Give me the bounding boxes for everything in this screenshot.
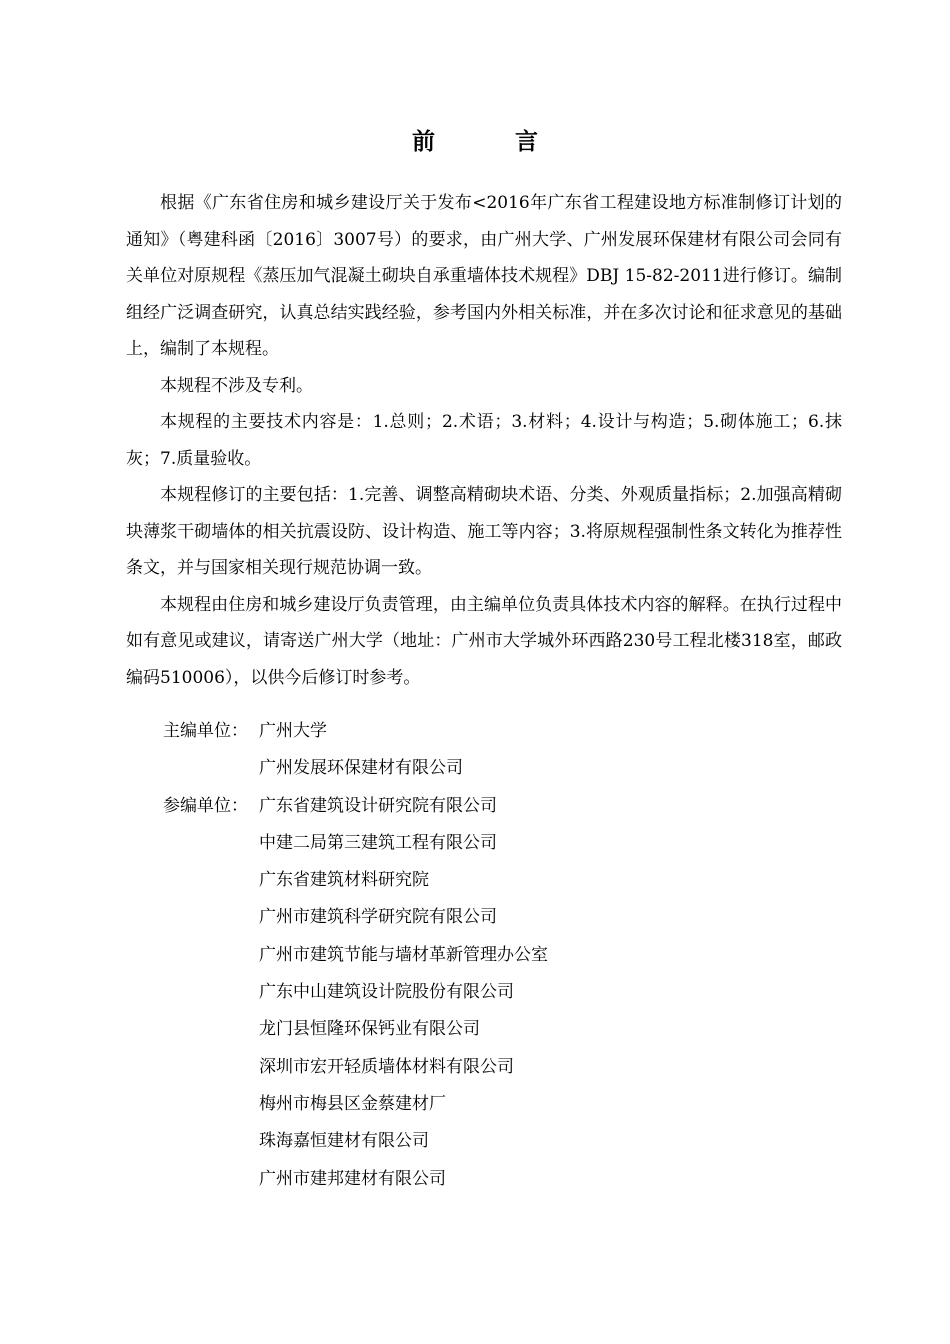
preface-body: [126, 185, 842, 696]
participant-row: [163, 1011, 843, 1048]
participant-name: 中建二局第三建筑工程有限公司: [259, 832, 497, 853]
participant-row: [163, 1049, 843, 1086]
participant-name: 梅州市梅县区金蔡建材厂: [259, 1093, 446, 1114]
participant-row: [163, 974, 843, 1011]
chief-editor-label: 主编单位：: [163, 721, 248, 741]
paragraph-patent: 本规程不涉及专利。: [160, 375, 313, 396]
participant-name: 广东省建筑材料研究院: [259, 870, 429, 891]
participant-row: [163, 899, 843, 936]
participant-name: 广州市建筑科学研究院有限公司: [259, 907, 497, 928]
paragraph-main-content: 本规程的主要技术内容是：1.总则；2.术语；3.材料；4.设计与构造；5.砌体施工；6.抹灰；7.质量验收。: [126, 412, 842, 469]
chief-editor-name: 广州发展环保建材有限公司: [259, 758, 463, 779]
paragraph-revision-basis: 根据《广东省住房和城乡建设厅关于发布<2016年广东省工程建设地方标准制修订计划的通知》（粤建科函〔2016〕3007号）的要求，由广州大学、广州发展环保建材有限公司会同有关单位对原规程《蒸压加气混凝土砌块自承重墙体技术规程》DBJ 15-82-2011进行修订。编制组经广泛调查研究，认真总结实践经验，参考国内外相关标准，并在多次讨论和征求意见的基础上，编制了本规程。: [126, 193, 842, 359]
participant-row: [163, 1086, 843, 1123]
participant-row: [163, 825, 843, 862]
participant-row: [163, 937, 843, 974]
participant-name: 深圳市宏开轻质墙体材料有限公司: [259, 1056, 514, 1077]
paragraph-management: 本规程由住房和城乡建设厅负责管理，由主编单位负责具体技术内容的解释。在执行过程中如有意见或建议，请寄送广州大学（地址：广州市大学城外环西路230号工程北楼318室，邮政编码510006），以供今后修订时参考。: [126, 594, 842, 688]
participant-row: [163, 862, 843, 899]
participant-name: 龙门县恒隆环保钙业有限公司: [259, 1019, 480, 1040]
editing-units: [163, 713, 843, 1198]
participant-name: 珠海嘉恒建材有限公司: [259, 1131, 429, 1152]
participant-name: 广东中山建筑设计院股份有限公司: [259, 982, 514, 1003]
chief-editor-name: 广州大学: [259, 721, 327, 741]
participant-name: 广州市建筑节能与墙材革新管理办公室: [259, 944, 548, 965]
chief-editor-row: [163, 713, 843, 750]
page-title: 前 言: [411, 128, 574, 155]
participant-name: 广东省建筑设计研究院有限公司: [259, 795, 497, 816]
participant-row: [163, 788, 843, 825]
participant-row: [163, 1123, 843, 1160]
participant-row: [163, 1161, 843, 1198]
participant-label: 参编单位：: [163, 795, 248, 816]
participant-name: 广州市建邦建材有限公司: [259, 1168, 446, 1189]
chief-editor-row: [163, 750, 843, 787]
paragraph-revision-items: 本规程修订的主要包括：1.完善、调整高精砌块术语、分类、外观质量指标；2.加强高精砌块薄浆干砌墙体的相关抗震设防、设计构造、施工等内容；3.将原规程强制性条文转化为推荐性条文，并与国家相关现行规范协调一致。: [126, 485, 842, 578]
